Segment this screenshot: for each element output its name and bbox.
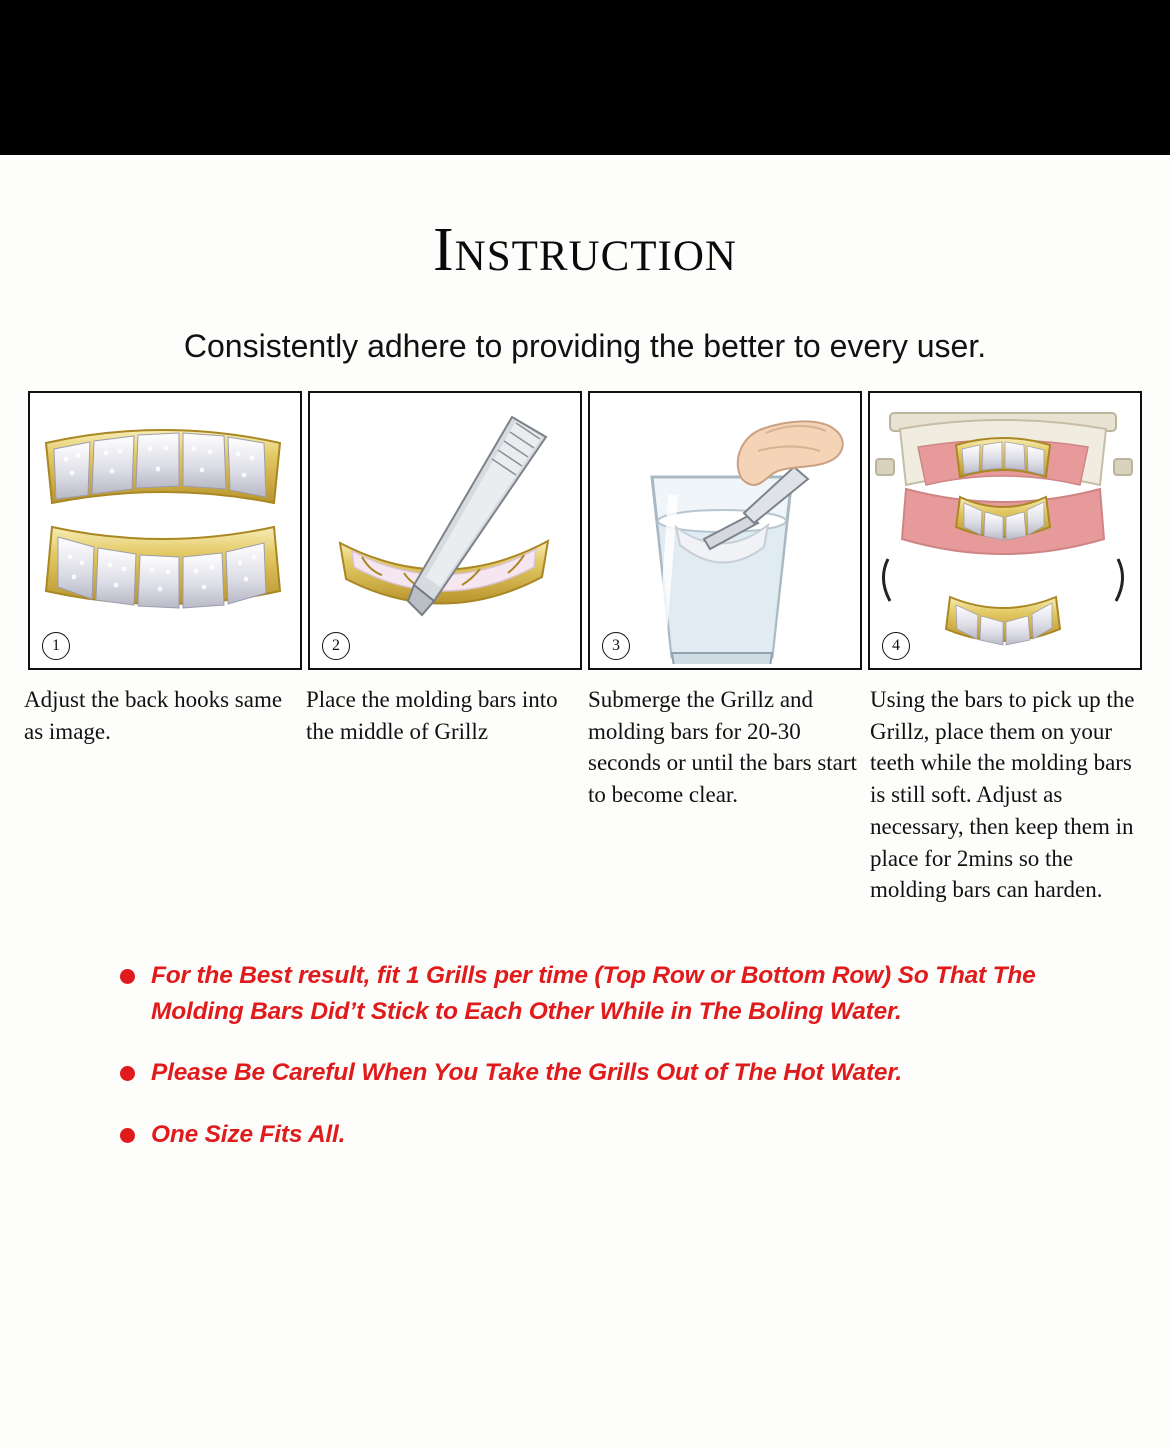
instruction-sheet (0, 155, 1170, 1448)
notes-list (120, 958, 1080, 1152)
note-item (120, 1117, 1080, 1153)
bullet-icon (120, 1128, 135, 1143)
step-badge-2: 2 (322, 632, 350, 660)
bullet-icon (120, 1066, 135, 1081)
steps-image-row (28, 391, 1142, 670)
step-caption-4: Using the bars to pick up the Grillz, place them on your teeth while the molding bars is still soft. Adjust as necessary, then keep them in place for 2mins so the molding bars can harden. (870, 687, 1135, 903)
step-caption-2: Place the molding bars into the middle of Grillz (306, 687, 558, 744)
note-item (120, 958, 1080, 1029)
hand-dipping-grillz-into-glass-icon (590, 393, 856, 664)
bullet-icon (120, 969, 135, 984)
step-image-2 (308, 391, 582, 670)
note-text: For the Best result, fit 1 Grills per time (Top Row or Bottom Row) So That The Molding Bars Did’t Stick to Each Other While in The Boling Water. (151, 962, 1036, 1025)
step-badge-3: 3 (602, 632, 630, 660)
step-image-1 (28, 391, 302, 670)
step-caption-3: Submerge the Grillz and molding bars for 20-30 seconds or until the bars start to become clear. (588, 687, 857, 808)
step-caption-1: Adjust the back hooks same as image. (24, 687, 283, 744)
step-image-4 (868, 391, 1142, 670)
gold-grillz-top-and-bottom-icon (30, 393, 296, 664)
step-badge-1: 1 (42, 632, 70, 660)
page-subtitle: Consistently adhere to providing the better to every user. (183, 328, 987, 364)
note-item (120, 1055, 1080, 1091)
step-badge-4: 4 (882, 632, 910, 660)
step-image-3 (588, 391, 862, 670)
dental-model-with-grillz-icon (870, 393, 1136, 664)
steps-caption-row (22, 684, 1148, 906)
note-text: One Size Fits All. (151, 1120, 346, 1148)
tweezers-placing-molding-bar-icon (310, 393, 576, 664)
page-title: Instruction (433, 216, 737, 284)
note-text: Please Be Careful When You Take the Grills Out of The Hot Water. (151, 1059, 902, 1087)
